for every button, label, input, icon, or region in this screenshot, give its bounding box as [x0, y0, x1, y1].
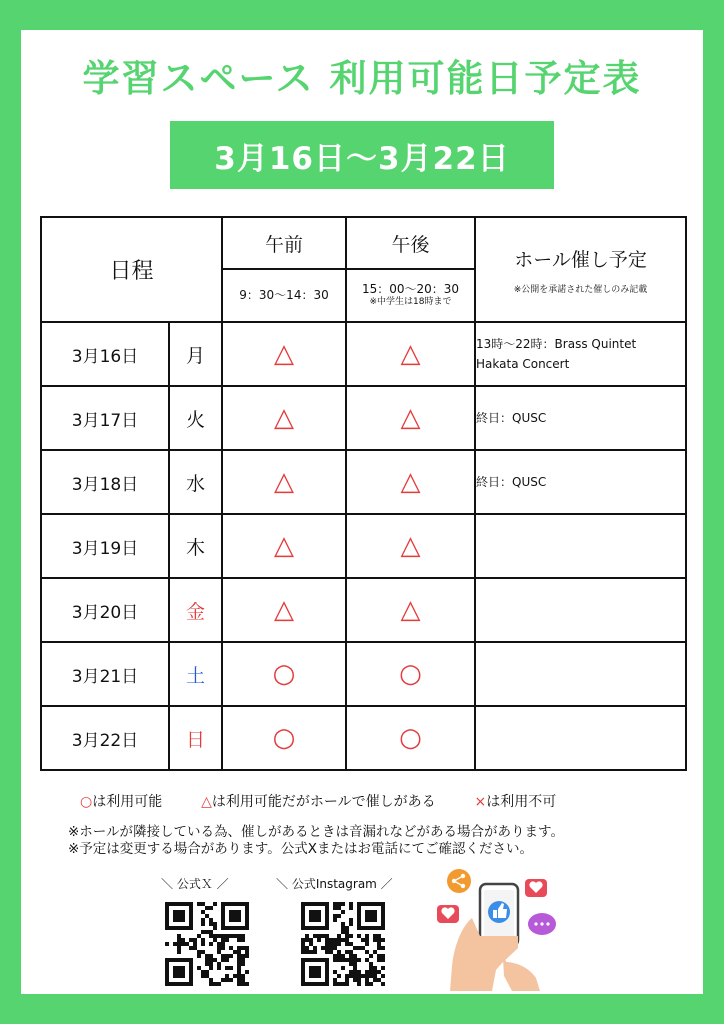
row-afternoon-status: △ — [346, 578, 475, 642]
row-date: 3月18日 — [41, 450, 169, 514]
row-morning-status: ○ — [222, 642, 346, 706]
row-day-of-week: 火 — [169, 386, 222, 450]
note-line: ※ホールが隣接している為、催しがあるときは音漏れなどがある場合があります。 — [68, 824, 564, 840]
row-hall-event-line: 13時〜22時：Brass Quintet — [476, 336, 637, 351]
row-date: 3月17日 — [41, 386, 169, 450]
header-afternoon: 午後 — [346, 217, 475, 269]
row-day-of-week: 水 — [169, 450, 222, 514]
row-morning-status: ○ — [222, 706, 346, 770]
afternoon-note: ※中学生は18時まで — [369, 297, 452, 308]
row-date: 3月22日 — [41, 706, 169, 770]
date-range-banner: 3月16日〜3月22日 — [170, 121, 554, 189]
row-hall-event — [475, 514, 686, 578]
row-hall-event — [475, 322, 686, 386]
row-date: 3月20日 — [41, 578, 169, 642]
row-morning-status: △ — [222, 450, 346, 514]
row-day-of-week: 金 — [169, 578, 222, 642]
row-morning-status: △ — [222, 514, 346, 578]
row-day-of-week: 木 — [169, 514, 222, 578]
schedule-table — [40, 216, 687, 771]
chat-bubble-icon — [528, 913, 556, 935]
row-date: 3月21日 — [41, 642, 169, 706]
table-row — [41, 514, 686, 578]
header-schedule: 日程 — [41, 217, 222, 322]
afternoon-time: 15：00〜20：30 — [361, 281, 460, 296]
qr-code-instagram[interactable] — [301, 902, 385, 986]
row-day-of-week: 日 — [169, 706, 222, 770]
notes — [68, 824, 564, 858]
page-title: 学習スペース 利用可能日予定表 — [82, 57, 642, 100]
qr-instagram-label: ＼ 公式Instagram ／ — [276, 877, 393, 891]
header-morning: 午前 — [222, 217, 346, 269]
row-morning-status: △ — [222, 322, 346, 386]
legend-triangle-text: は利用可能だがホールで催しがある — [211, 794, 436, 810]
header-hall-note: ※公開を承諾された催しのみ記載 — [513, 284, 648, 295]
table-row — [41, 322, 686, 386]
row-date: 3月19日 — [41, 514, 169, 578]
row-hall-event-line: Hakata Concert — [476, 357, 570, 371]
row-afternoon-status: △ — [346, 386, 475, 450]
row-afternoon-status: △ — [346, 322, 475, 386]
heart-icon — [525, 879, 547, 897]
note-line: ※予定は変更する場合があります。公式Xまたはお電話にてご確認ください。 — [68, 841, 533, 857]
table-row — [41, 450, 686, 514]
row-day-of-week: 月 — [169, 322, 222, 386]
legend-cross-text: は利用不可 — [486, 794, 557, 810]
table-row — [41, 706, 686, 770]
table-row — [41, 386, 686, 450]
row-afternoon-status: △ — [346, 450, 475, 514]
legend-cross-symbol: × — [474, 794, 487, 810]
row-hall-event — [475, 450, 686, 514]
legend — [80, 791, 556, 811]
row-day-of-week: 土 — [169, 642, 222, 706]
legend-circle-text: は利用可能 — [92, 794, 163, 810]
row-hall-event-line: 終日：QUSC — [476, 410, 547, 425]
share-icon — [447, 869, 471, 893]
legend-circle-symbol: ○ — [80, 794, 93, 810]
afternoon-time-cell — [346, 269, 475, 322]
phone-hand-illustration — [432, 866, 572, 991]
morning-time: 9：30〜14：30 — [222, 269, 346, 322]
row-hall-event — [475, 642, 686, 706]
qr-code-x[interactable] — [165, 902, 249, 986]
table-row — [41, 642, 686, 706]
thumbs-up-icon — [488, 901, 510, 923]
row-afternoon-status: ○ — [346, 642, 475, 706]
header-hall-title: ホール催し予定 — [514, 248, 647, 271]
row-hall-event — [475, 578, 686, 642]
row-date: 3月16日 — [41, 322, 169, 386]
table-row — [41, 578, 686, 642]
row-hall-event-line: 終日：QUSC — [476, 474, 547, 489]
legend-triangle-symbol: △ — [201, 794, 212, 810]
header-hall-events — [475, 217, 686, 322]
row-morning-status: △ — [222, 578, 346, 642]
qr-x-label: ＼ 公式Ｘ ／ — [161, 877, 229, 891]
row-morning-status: △ — [222, 386, 346, 450]
row-hall-event — [475, 706, 686, 770]
row-afternoon-status: ○ — [346, 706, 475, 770]
heart-icon — [437, 905, 459, 923]
row-hall-event — [475, 386, 686, 450]
row-afternoon-status: △ — [346, 514, 475, 578]
